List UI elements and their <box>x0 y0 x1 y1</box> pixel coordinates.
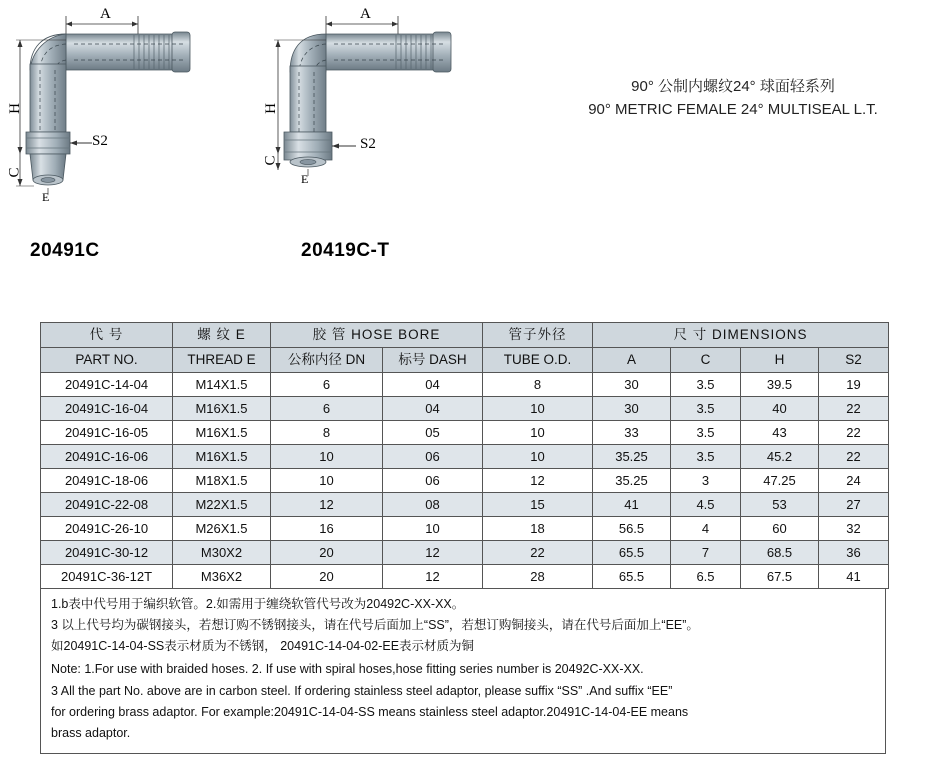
cell-dash: 04 <box>383 373 483 397</box>
cell-dash: 12 <box>383 565 483 589</box>
note-line-5: 3 All the part No. above are in carbon steel. If ordering stainless steel adaptor, please suffix “SS” .And suffix “EE” <box>51 683 673 698</box>
dim-label-c-left: C <box>6 167 23 178</box>
cell-part-no: 20491C-36-12T <box>41 565 173 589</box>
header-hose-bore: 胶 管 HOSE BORE <box>271 323 483 348</box>
dim-label-c-right: C <box>262 155 279 166</box>
table-row <box>41 565 889 589</box>
cell-dash: 08 <box>383 493 483 517</box>
header-part-no-en: PART NO. <box>41 348 173 373</box>
cell-tube-od: 28 <box>483 565 593 589</box>
cell-dash: 05 <box>383 421 483 445</box>
cell-h: 43 <box>741 421 819 445</box>
notes-block <box>40 589 886 754</box>
cell-thread: M30X2 <box>173 541 271 565</box>
header-dim-c: C <box>671 348 741 373</box>
part-label-right: 20419C-T <box>301 240 390 261</box>
cell-tube-od: 12 <box>483 469 593 493</box>
table-row <box>41 541 889 565</box>
cell-a: 41 <box>593 493 671 517</box>
cell-a: 33 <box>593 421 671 445</box>
cell-a: 65.5 <box>593 541 671 565</box>
cell-a: 35.25 <box>593 469 671 493</box>
cell-tube-od: 10 <box>483 421 593 445</box>
cell-dash: 10 <box>383 517 483 541</box>
dim-label-e-left: E <box>42 190 50 204</box>
cell-c: 3 <box>671 469 741 493</box>
cell-part-no: 20491C-14-04 <box>41 373 173 397</box>
cell-part-no: 20491C-16-04 <box>41 397 173 421</box>
dim-label-h-right: H <box>262 103 279 114</box>
cell-c: 3.5 <box>671 445 741 469</box>
cell-part-no: 20491C-16-06 <box>41 445 173 469</box>
cell-c: 7 <box>671 541 741 565</box>
cell-h: 67.5 <box>741 565 819 589</box>
header-dimensions: 尺 寸 DIMENSIONS <box>593 323 889 348</box>
fitting-drawing-left <box>14 4 244 214</box>
part-label-left: 20491C <box>30 240 100 261</box>
cell-h: 40 <box>741 397 819 421</box>
note-line-6: for ordering brass adaptor. For example:20491C-14-04-SS means stainless steel adaptor.20491C-14-04-EE means <box>51 704 689 719</box>
dim-label-h-left: H <box>6 103 23 114</box>
header-dim-h: H <box>741 348 819 373</box>
cell-thread: M18X1.5 <box>173 469 271 493</box>
header-dim-s2: S2 <box>819 348 889 373</box>
cell-dn: 10 <box>271 469 383 493</box>
cell-h: 53 <box>741 493 819 517</box>
cell-a: 65.5 <box>593 565 671 589</box>
table-row <box>41 373 889 397</box>
header-thread-cn: 螺 纹 E <box>173 323 271 348</box>
cell-tube-od: 8 <box>483 373 593 397</box>
cell-thread: M26X1.5 <box>173 517 271 541</box>
cell-h: 47.25 <box>741 469 819 493</box>
table-row <box>41 421 889 445</box>
cell-c: 4 <box>671 517 741 541</box>
cell-part-no: 20491C-18-06 <box>41 469 173 493</box>
cell-h: 39.5 <box>741 373 819 397</box>
header-dim-a: A <box>593 348 671 373</box>
cell-dn: 8 <box>271 421 383 445</box>
cell-s2: 41 <box>819 565 889 589</box>
note-line-4: Note: 1.For use with braided hoses. 2. If use with spiral hoses,hose fitting series number is 20492C-XX-XX. <box>51 662 644 677</box>
specifications-section <box>40 322 888 754</box>
note-line-3: 如20491C-14-04-SS表示材质为不锈钢， 20491C-14-04-02-EE表示材质为铜 <box>51 639 475 654</box>
cell-dn: 20 <box>271 541 383 565</box>
cell-s2: 22 <box>819 445 889 469</box>
diagram-area <box>0 0 927 290</box>
cell-s2: 19 <box>819 373 889 397</box>
cell-dash: 04 <box>383 397 483 421</box>
cell-a: 30 <box>593 373 671 397</box>
product-title-chinese: 90° 公制内螺纹24° 球面轻系列 <box>631 78 835 95</box>
cell-dn: 12 <box>271 493 383 517</box>
cell-tube-od: 10 <box>483 445 593 469</box>
cell-s2: 27 <box>819 493 889 517</box>
cell-dn: 6 <box>271 373 383 397</box>
cell-c: 3.5 <box>671 373 741 397</box>
cell-c: 6.5 <box>671 565 741 589</box>
product-title-block <box>548 76 918 121</box>
cell-thread: M36X2 <box>173 565 271 589</box>
dim-label-s2-right: S2 <box>360 136 376 152</box>
dim-label-a-left: A <box>100 6 111 22</box>
cell-dash: 06 <box>383 469 483 493</box>
cell-part-no: 20491C-26-10 <box>41 517 173 541</box>
cell-h: 45.2 <box>741 445 819 469</box>
note-line-2: 3 以上代号均为碳钢接头，若想订购不锈钢接头，请在代号后面加上“SS”，若想订购铜接头，请在代号后面加上“EE”。 <box>51 618 699 633</box>
cell-dash: 12 <box>383 541 483 565</box>
cell-tube-od: 15 <box>483 493 593 517</box>
cell-s2: 32 <box>819 517 889 541</box>
cell-a: 30 <box>593 397 671 421</box>
table-header-row-1 <box>41 323 889 348</box>
header-dash: 标号 DASH <box>383 348 483 373</box>
table-header-row-2 <box>41 348 889 373</box>
cell-tube-od: 22 <box>483 541 593 565</box>
table-row <box>41 517 889 541</box>
cell-thread: M16X1.5 <box>173 445 271 469</box>
cell-tube-od: 18 <box>483 517 593 541</box>
cell-c: 3.5 <box>671 421 741 445</box>
cell-a: 56.5 <box>593 517 671 541</box>
table-row <box>41 445 889 469</box>
cell-s2: 22 <box>819 397 889 421</box>
cell-tube-od: 10 <box>483 397 593 421</box>
cell-thread: M16X1.5 <box>173 397 271 421</box>
note-line-7: brass adaptor. <box>51 725 131 740</box>
cell-s2: 22 <box>819 421 889 445</box>
dim-label-a-right: A <box>360 6 371 22</box>
dim-label-e-right: E <box>301 172 309 186</box>
table-row <box>41 493 889 517</box>
header-thread-en: THREAD E <box>173 348 271 373</box>
cell-thread: M16X1.5 <box>173 421 271 445</box>
cell-part-no: 20491C-30-12 <box>41 541 173 565</box>
table-row <box>41 469 889 493</box>
dim-label-s2-left: S2 <box>92 133 108 149</box>
specifications-table <box>40 322 889 589</box>
cell-h: 68.5 <box>741 541 819 565</box>
note-line-1: 1.b表中代号用于编织软管。2.如需用于缠绕软管代号改为20492C-XX-XX。 <box>51 597 465 611</box>
cell-c: 4.5 <box>671 493 741 517</box>
header-dn: 公称内径 DN <box>271 348 383 373</box>
product-title-english: 90° METRIC FEMALE 24° MULTISEAL L.T. <box>588 100 878 118</box>
cell-dn: 10 <box>271 445 383 469</box>
cell-thread: M22X1.5 <box>173 493 271 517</box>
header-tube-od-en: TUBE O.D. <box>483 348 593 373</box>
cell-s2: 24 <box>819 469 889 493</box>
cell-dn: 20 <box>271 565 383 589</box>
cell-part-no: 20491C-16-05 <box>41 421 173 445</box>
cell-h: 60 <box>741 517 819 541</box>
table-row <box>41 397 889 421</box>
cell-s2: 36 <box>819 541 889 565</box>
cell-dash: 06 <box>383 445 483 469</box>
cell-part-no: 20491C-22-08 <box>41 493 173 517</box>
cell-a: 35.25 <box>593 445 671 469</box>
cell-c: 3.5 <box>671 397 741 421</box>
header-tube-od-cn: 管子外径 <box>483 323 593 348</box>
header-part-no-cn: 代 号 <box>41 323 173 348</box>
cell-dn: 16 <box>271 517 383 541</box>
cell-dn: 6 <box>271 397 383 421</box>
cell-thread: M14X1.5 <box>173 373 271 397</box>
